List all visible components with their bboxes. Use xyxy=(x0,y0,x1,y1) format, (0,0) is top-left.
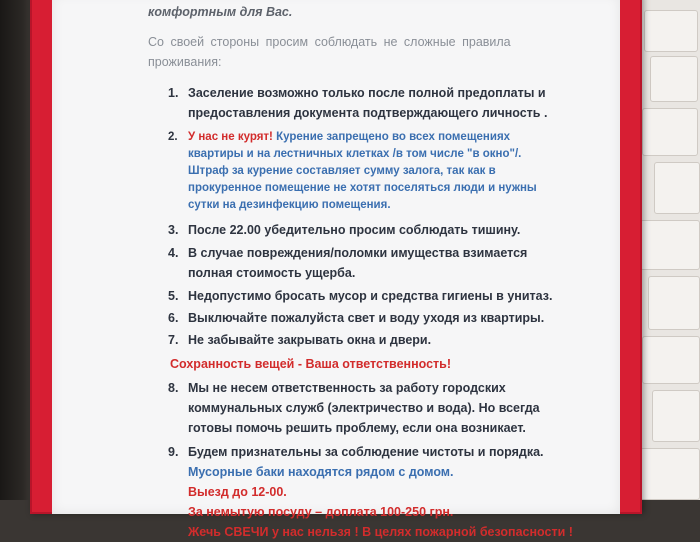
rule-1-cont: предоставления документа подтверждающего личность . xyxy=(188,106,548,120)
rule-2-cont: прокуренное помещение не хотят поселяться люди и нужны xyxy=(188,182,537,194)
intro-line: Со своей стороны просим соблюдать не сложные правила xyxy=(148,35,511,49)
rule-2-cont: Штраф за курение составляет сумму залога, так как в xyxy=(188,165,496,177)
rule-4: 4. В случае повреждения/поломки имущества взимается xyxy=(168,246,528,260)
dishes-note: За немытую посуду – доплата 100-250 грн. xyxy=(188,505,454,519)
rule-8: 8. Мы не несем ответственность за работу городских xyxy=(168,381,506,395)
red-poster-frame xyxy=(30,0,642,539)
rule-3: 3. После 22.00 убедительно просим соблюдать тишину. xyxy=(168,223,521,237)
rule-6: 6. Выключайте пожалуйста свет и воду уходя из квартиры. xyxy=(168,311,545,325)
house-rules-poster xyxy=(52,0,620,539)
rule-1: 1. Заселение возможно только после полной предоплаты и xyxy=(168,86,546,100)
checkout-note: Выезд до 12-00. xyxy=(188,485,287,499)
safety-note: Сохранность вещей - Ваша ответственность! xyxy=(170,357,452,371)
rule-7: 7. Не забывайте закрывать окна и двери. xyxy=(168,333,432,347)
rule-8-cont: готовы помочь решить проблему, если она возникает. xyxy=(188,421,526,435)
rule-2-cont: квартиры и на лестничных клетках /в том числе "в окно"/. xyxy=(188,148,522,160)
rule-4-cont: полная стоимость ущерба. xyxy=(188,266,356,280)
intro-line: комфортным для Вас. xyxy=(148,5,293,19)
rule-8-cont: коммунальных служб (электричество и вода). Но всегда xyxy=(188,401,540,415)
rule-5: 5. Недопустимо бросать мусор и средства гигиены в унитаз. xyxy=(168,289,553,303)
brick-wall xyxy=(640,0,700,500)
candles-note: Жечь СВЕЧИ у нас нельзя ! В целях пожарной безопасности ! xyxy=(188,525,573,539)
rule-2: 2. У нас не курят! Курение запрещено во всех помещениях xyxy=(168,131,511,143)
rule-9: 9. Будем признательны за соблюдение чистоты и порядка. xyxy=(168,445,544,459)
rule-2-cont: сутки на дезинфекцию помещения. xyxy=(188,199,391,211)
trash-note: Мусорные баки находятся рядом с домом. xyxy=(188,465,454,479)
intro-line: проживания: xyxy=(148,55,222,69)
